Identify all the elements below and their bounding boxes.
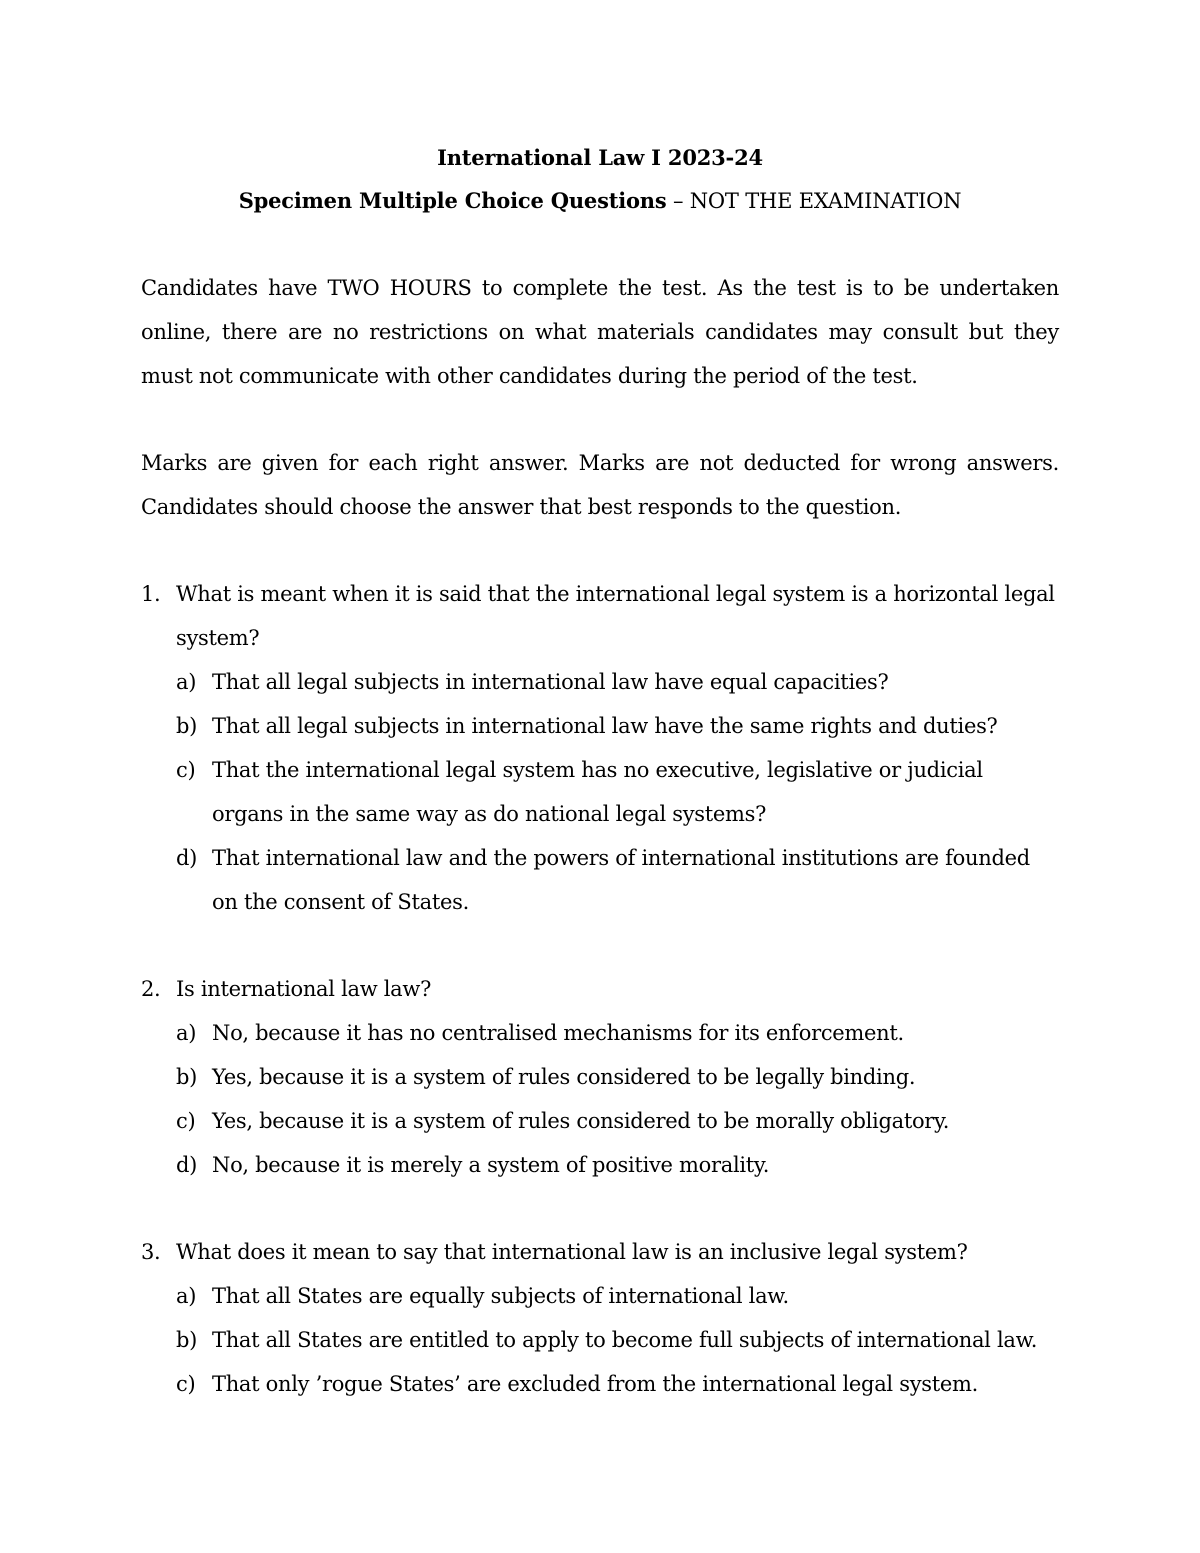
answer-options [141, 1011, 1059, 1187]
question-text: What does it mean to say that international law is an inclusive legal system? [176, 1240, 968, 1264]
option-text: That all legal subjects in international law have equal capacities? [212, 670, 889, 694]
option-text: Yes, because it is a system of rules considered to be legally binding. [212, 1065, 916, 1089]
option-letter: b) [176, 1065, 198, 1089]
option-letter: a) [176, 670, 197, 694]
answer-option-b [141, 1318, 1059, 1362]
answer-option-d [141, 1143, 1059, 1187]
subtitle-bold-part: Specimen Multiple Choice Questions [238, 188, 667, 213]
option-letter: a) [176, 1284, 197, 1308]
answer-option-b [141, 1055, 1059, 1099]
option-letter: d) [176, 846, 198, 870]
option-text: That the international legal system has no executive, legislative or judicial organs in the same way as do national legal systems? [212, 758, 983, 826]
option-text: That all States are equally subjects of international law. [212, 1284, 789, 1308]
document-subtitle [141, 179, 1059, 223]
option-letter: c) [176, 1109, 196, 1133]
answer-options [141, 660, 1059, 924]
question-text: What is meant when it is said that the international legal system is a horizontal legal system? [176, 582, 1055, 650]
option-text: That only ’rogue States’ are excluded from the international legal system. [212, 1372, 978, 1396]
answer-option-c [141, 748, 1059, 836]
answer-option-c [141, 1099, 1059, 1143]
answer-option-a [141, 1011, 1059, 1055]
option-text: Yes, because it is a system of rules considered to be morally obligatory. [212, 1109, 950, 1133]
option-letter: b) [176, 1328, 198, 1352]
answer-option-d [141, 836, 1059, 924]
answer-option-a [141, 660, 1059, 704]
answer-option-c [141, 1362, 1059, 1406]
intro-paragraph-time: Candidates have TWO HOURS to complete the test. As the test is to be undertaken online, there are no restrictions on what materials candidates may consult but they must not communicate with other candidates during the period of the test. [141, 276, 1059, 388]
option-text: That all States are entitled to apply to become full subjects of international law. [212, 1328, 1038, 1352]
question-number: 2. [141, 977, 161, 1001]
option-letter: b) [176, 714, 198, 738]
question-text: Is international law law? [176, 977, 432, 1001]
option-letter: d) [176, 1153, 198, 1177]
option-letter: c) [176, 758, 196, 782]
document-title: International Law I 2023-24 [437, 145, 763, 170]
option-text: That all legal subjects in international law have the same rights and duties? [212, 714, 998, 738]
question-number: 3. [141, 1240, 161, 1264]
answer-option-b [141, 704, 1059, 748]
question-2 [141, 967, 1059, 1187]
question-number: 1. [141, 582, 161, 606]
option-letter: a) [176, 1021, 197, 1045]
subtitle-rest-part: – NOT THE EXAMINATION [666, 189, 962, 213]
question-3 [141, 1230, 1059, 1406]
intro-paragraph-marks: Marks are given for each right answer. Marks are not deducted for wrong answers. Candidates should choose the answer that best responds to the question. [141, 451, 1059, 519]
option-letter: c) [176, 1372, 196, 1396]
option-text: That international law and the powers of international institutions are founded on the consent of States. [212, 846, 1030, 914]
answer-option-a [141, 1274, 1059, 1318]
option-text: No, because it is merely a system of positive morality. [212, 1153, 770, 1177]
document-page [141, 136, 1059, 1406]
question-1 [141, 572, 1059, 924]
answer-options [141, 1274, 1059, 1406]
option-text: No, because it has no centralised mechanisms for its enforcement. [212, 1021, 904, 1045]
